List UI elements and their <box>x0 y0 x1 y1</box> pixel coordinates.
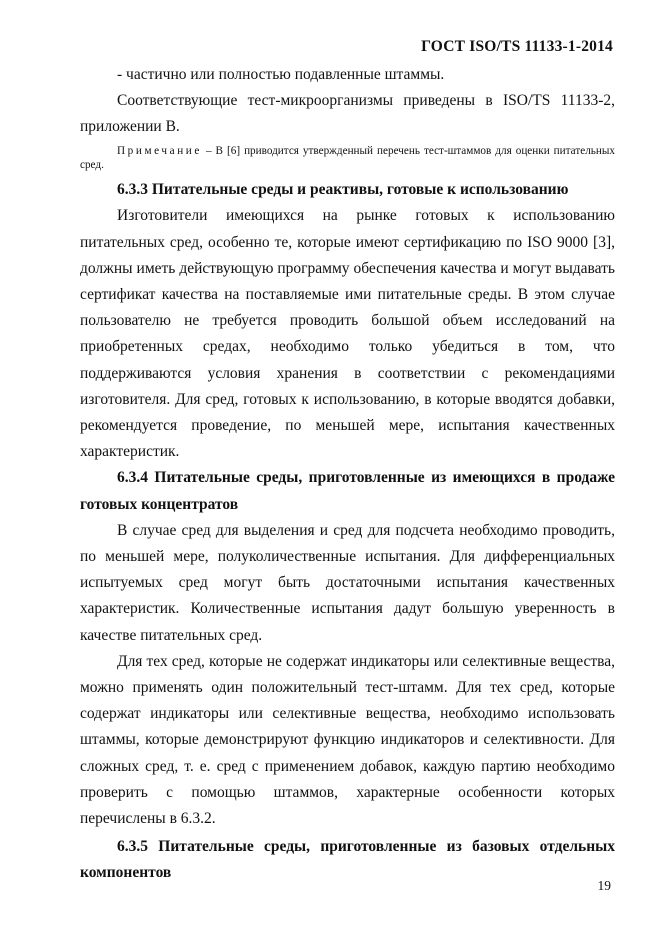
paragraph-test-strains: Для тех сред, которые не содержат индикаторы или селективные вещества, можно применять один положительный тест-штамм. Для тех сред, которые содержат индикаторы или селективные вещества, необходимо использовать штаммы, которые демонстрируют функцию индикаторов и селективности. Для сложных сред, т. е. сред с применением добавок, каждую партию необходимо проверить с помощью штаммов, характерные особенности которых перечислены в 6.3.2. <box>80 652 615 828</box>
heading-6-3-3: 6.3.3 Питательные среды и реактивы, готовые к использованию <box>117 181 569 199</box>
paragraph-ready-media: Изготовители имеющихся на рынке готовых к использованию питательных сред, особенно те, которые имеют сертификацию по ISO 9000 [3], должны иметь действующую программу обеспечения качества и могут выдавать сертификат качества на поставляемые ими питательные среды. В этом случае пользователю не требуется проводить большой объем исследований на приобретенных средах, необходимо только убедиться в том, что поддерживаются условия хранения в соответствии с рекомендациями изготовителя. Для сред, готовых к использованию, в которые вводятся добавки, рекомендуется проведение, по меньшей мере, испытания качественных характеристик. <box>80 207 615 461</box>
paragraph-test-microorganisms: Соответствующие тест-микроорганизмы приведены в ISO/TS 11133-2, приложении B. <box>80 92 615 136</box>
page-number: 19 <box>597 878 611 893</box>
note-label: Примечание <box>117 144 202 157</box>
note-text: – В [6] приводится утвержденный перечень тест-штаммов для оценки питательных сред. <box>80 144 615 172</box>
note <box>80 144 615 174</box>
paragraph-list-item: - частично или полностью подавленные штаммы. <box>117 66 445 83</box>
document-code: ГОСТ ISO/TS 11133-1-2014 <box>421 38 613 55</box>
heading-6-3-4: 6.3.4 Питательные среды, приготовленные из имеющихся в продаже готовых концентратов <box>80 469 615 513</box>
heading-6-3-5: 6.3.5 Питательные среды, приготовленные из базовых отдельных компонентов <box>80 838 615 882</box>
paragraph-selective-media: В случае сред для выделения и сред для подсчета необходимо проводить, по меньшей мере, полуколичественные испытания. Для дифференциальных испытуемых сред могут быть достаточными испытания качественных характеристик. Количественные испытания дадут большую уверенность в качестве питательных сред. <box>80 521 615 644</box>
page-body <box>80 62 615 887</box>
